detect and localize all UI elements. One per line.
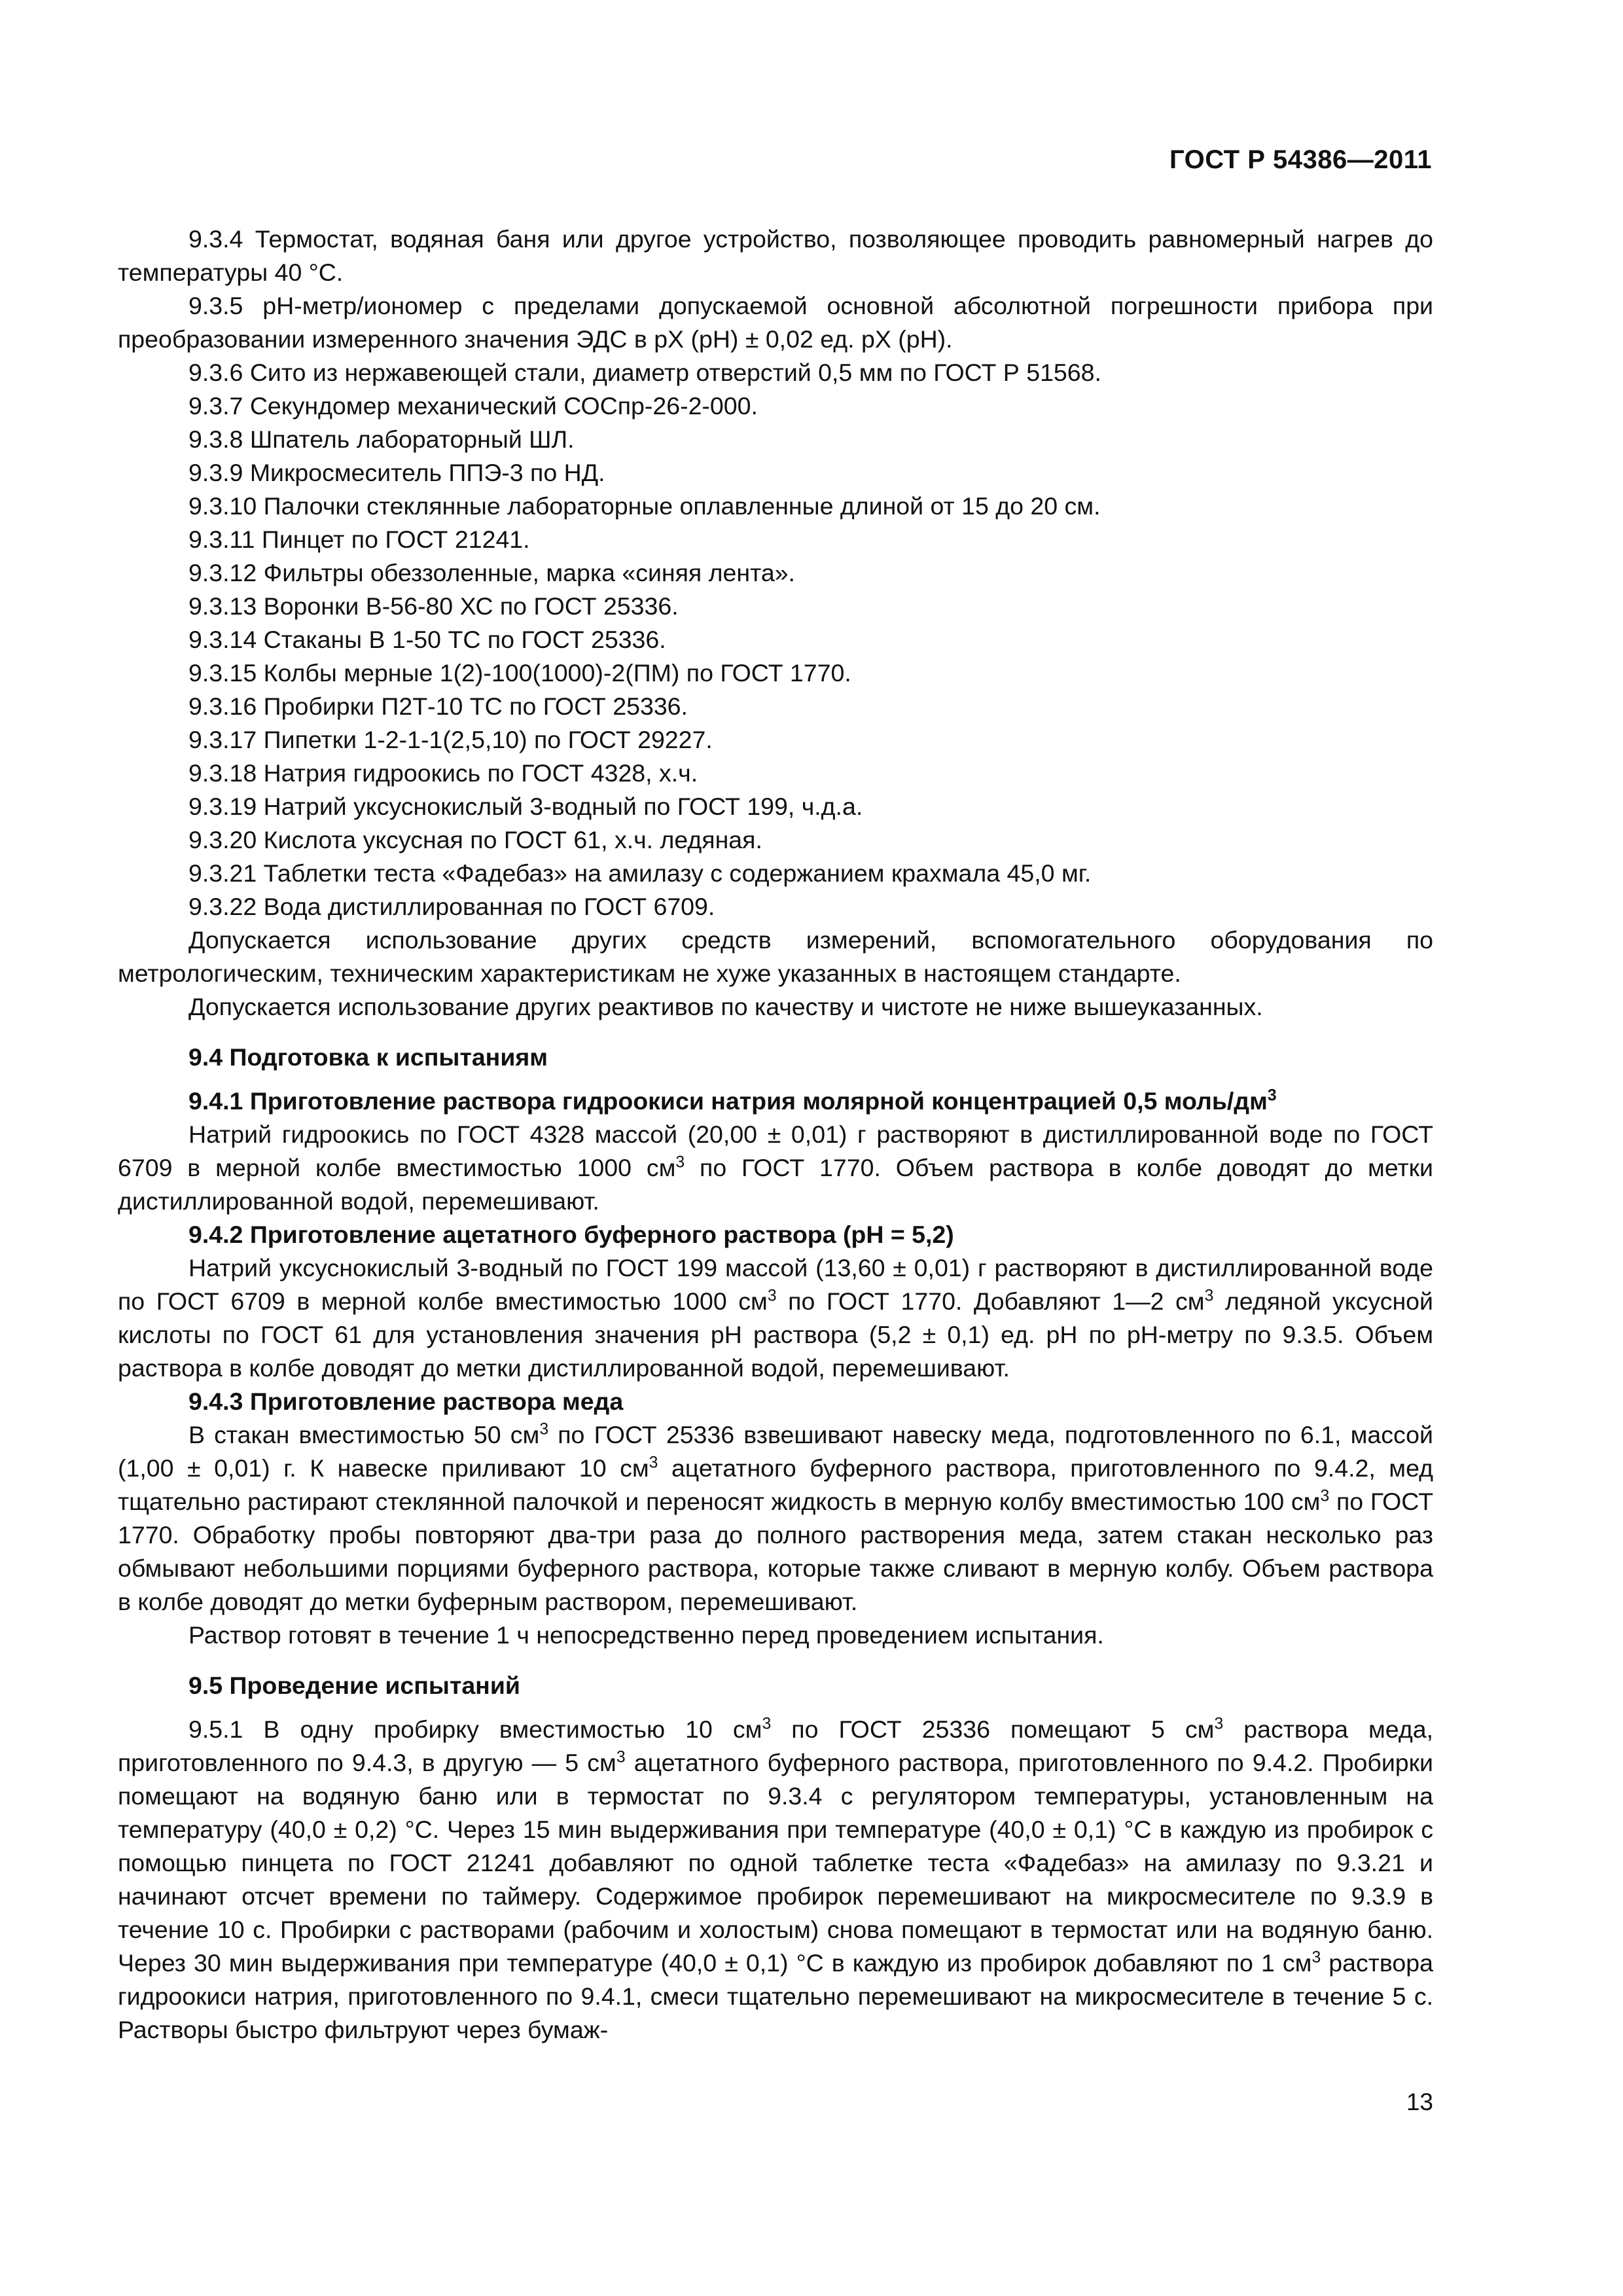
paragraph: Допускается использование других реактивов по качеству и чистоте не ниже вышеуказанных. [188,993,1263,1020]
list-item: 9.3.8 Шпатель лабораторный ШЛ. [188,425,575,453]
subsection-title-9-4-2: 9.4.2 Приготовление ацетатного буферного раствора (рН = 5,2) [188,1221,954,1248]
list-item: 9.3.13 Воронки В-56-80 ХС по ГОСТ 25336. [188,592,679,620]
subsection-title-9-4-3: 9.4.3 Приготовление раствора меда [188,1388,624,1415]
list-item: 9.3.6 Сито из нержавеющей стали, диаметр отверстий 0,5 мм по ГОСТ Р 51568. [188,359,1101,386]
list-item: 9.3.10 Палочки стеклянные лабораторные оплавленные длиной от 15 до 20 см. [188,492,1101,520]
paragraph-9-5-1: 9.5.1 В одну пробирку вместимостью 10 $см^3$ по ГОСТ 25336 помещают 5 $см^3$ раствора меда, приготовленного по 9.4.3, в другую — 5 $см^3$ ацетатного буферного раствора, приготовленного по 9.4.2. Пробирки помещают на водяную баню или в термостат по 9.3.4 с регулятором температуры, установленным на температуру (40,0 ± 0,2) °С. Через 15 мин выдерживания при температуре (40,0 ± 0,1) °С в каждую из пробирок с помощью пинцета по ГОСТ 21241 добавляют по одной таблетке теста «Фадебаз» на амилазу по 9.3.21 и начинают отсчет времени по таймеру. Содержимое пробирок перемешивают на микросмесителе по 9.3.9 в течение 10 с. Пробирки с растворами (рабочим и холостым) снова помещают в термостат или на водяную баню. Через 30 мин выдерживания при температуре (40,0 ± 0,1) °С в каждую из пробирок добавляют по 1 $см^3$ раствора гидроокиси натрия, приготовленного по 9.4.1, смеси тщательно перемешивают на микросмесителе в течение 5 с. Растворы быстро фильтруют через бумаж- [118,1715,1433,2043]
list-item: 9.3.17 Пипетки 1-2-1-1(2,5,10) по ГОСТ 29227. [188,726,713,753]
paragraph-9-4-1: Натрий гидроокись по ГОСТ 4328 массой (20,00 ± 0,01) г растворяют в дистиллированной воде по ГОСТ 6709 в мерной колбе вместимостью 1000 $см^3$ по ГОСТ 1770. Объем раствора в колбе доводят до метки дистиллированной водой, перемешивают. [118,1121,1433,1215]
section-title-9-5: 9.5 Проведение испытаний [188,1672,520,1699]
subsection-title-9-4-1: 9.4.1 Приготовление раствора гидроокиси натрия молярной концентрацией 0,5 моль/$дм^3$ [188,1086,1277,1115]
list-item: 9.3.22 Вода дистиллированная по ГОСТ 6709. [188,893,715,920]
list-item: 9.3.15 Колбы мерные 1(2)-100(1000)-2(ПМ) по ГОСТ 1770. [188,659,851,687]
document-header: ГОСТ Р 54386—2011 [1169,145,1432,174]
list-item: 9.3.16 Пробирки П2Т-10 ТС по ГОСТ 25336. [188,692,688,720]
list-item: 9.3.21 Таблетки теста «Фадебаз» на амилазу с содержанием крахмала 45,0 мг. [188,859,1092,887]
paragraph: Допускается использование других средств измерений, вспомогательного оборудования по метрологическим, техническим характеристикам не хуже указанных в настоящем стандарте. [118,926,1433,987]
list-item: 9.3.4 Термостат, водяная баня или другое устройство, позволяющее проводить равномерный нагрев до температуры 40 °С. [118,225,1433,286]
document-body [118,223,1433,2047]
list-item: 9.3.9 Микросмеситель ППЭ-3 по НД. [188,459,605,486]
paragraph-9-4-3: В стакан вместимостью 50 $см^3$ по ГОСТ 25336 взвешивают навеску меда, подготовленного по 6.1, массой (1,00 ± 0,01) г. К навеске приливают 10 $см^3$ ацетатного буферного раствора, приготовленного по 9.4.2, мед тщательно растирают стеклянной палочкой и переносят жидкость в мерную колбу вместимостью 100 $см^3$ по ГОСТ 1770. Обработку пробы повторяют два-три раза до полного растворения меда, затем стакан несколько раз обмывают небольшими порциями буферного раствора, которые также сливают в мерную колбу. Объем раствора в колбе доводят до метки буферным раствором, перемешивают. [118,1420,1434,1615]
list-item: 9.3.18 Натрия гидроокись по ГОСТ 4328, х.ч. [188,759,698,787]
list-item: 9.3.19 Натрий уксуснокислый 3-водный по ГОСТ 199, ч.д.а. [188,793,863,820]
list-item: 9.3.11 Пинцет по ГОСТ 21241. [188,526,530,553]
list-item: 9.3.14 Стаканы В 1-50 ТС по ГОСТ 25336. [188,626,666,653]
list-item: 9.3.5 рН-метр/иономер с пределами допускаемой основной абсолютной погрешности прибора при преобразовании измеренного значения ЭДС в pX (pH) ± 0,02 ед. pX (pH). [118,292,1433,353]
list-item: 9.3.12 Фильтры обеззоленные, марка «синяя лента». [188,559,795,586]
list-item: 9.3.20 Кислота уксусная по ГОСТ 61, х.ч. ледяная. [188,826,762,853]
section-title-9-4: 9.4 Подготовка к испытаниям [188,1043,548,1071]
list-item: 9.3.7 Секундомер механический СОСпр-26-2-000. [188,392,758,420]
paragraph-note: Раствор готовят в течение 1 ч непосредственно перед проведением испытания. [188,1621,1104,1649]
page-number: 13 [1406,2089,1433,2115]
paragraph-9-4-2: Натрий уксуснокислый 3-водный по ГОСТ 199 массой (13,60 ± 0,01) г растворяют в дистиллированной воде по ГОСТ 6709 в мерной колбе вместимостью 1000 $см^3$ по ГОСТ 1770. Добавляют 1—2 $см^3$ ледяной уксусной кислоты по ГОСТ 61 для установления значения рН раствора (5,2 ± 0,1) ед. рН по рН-метру по 9.3.5. Объем раствора в колбе доводят до метки дистиллированной водой, перемешивают. [118,1254,1433,1382]
